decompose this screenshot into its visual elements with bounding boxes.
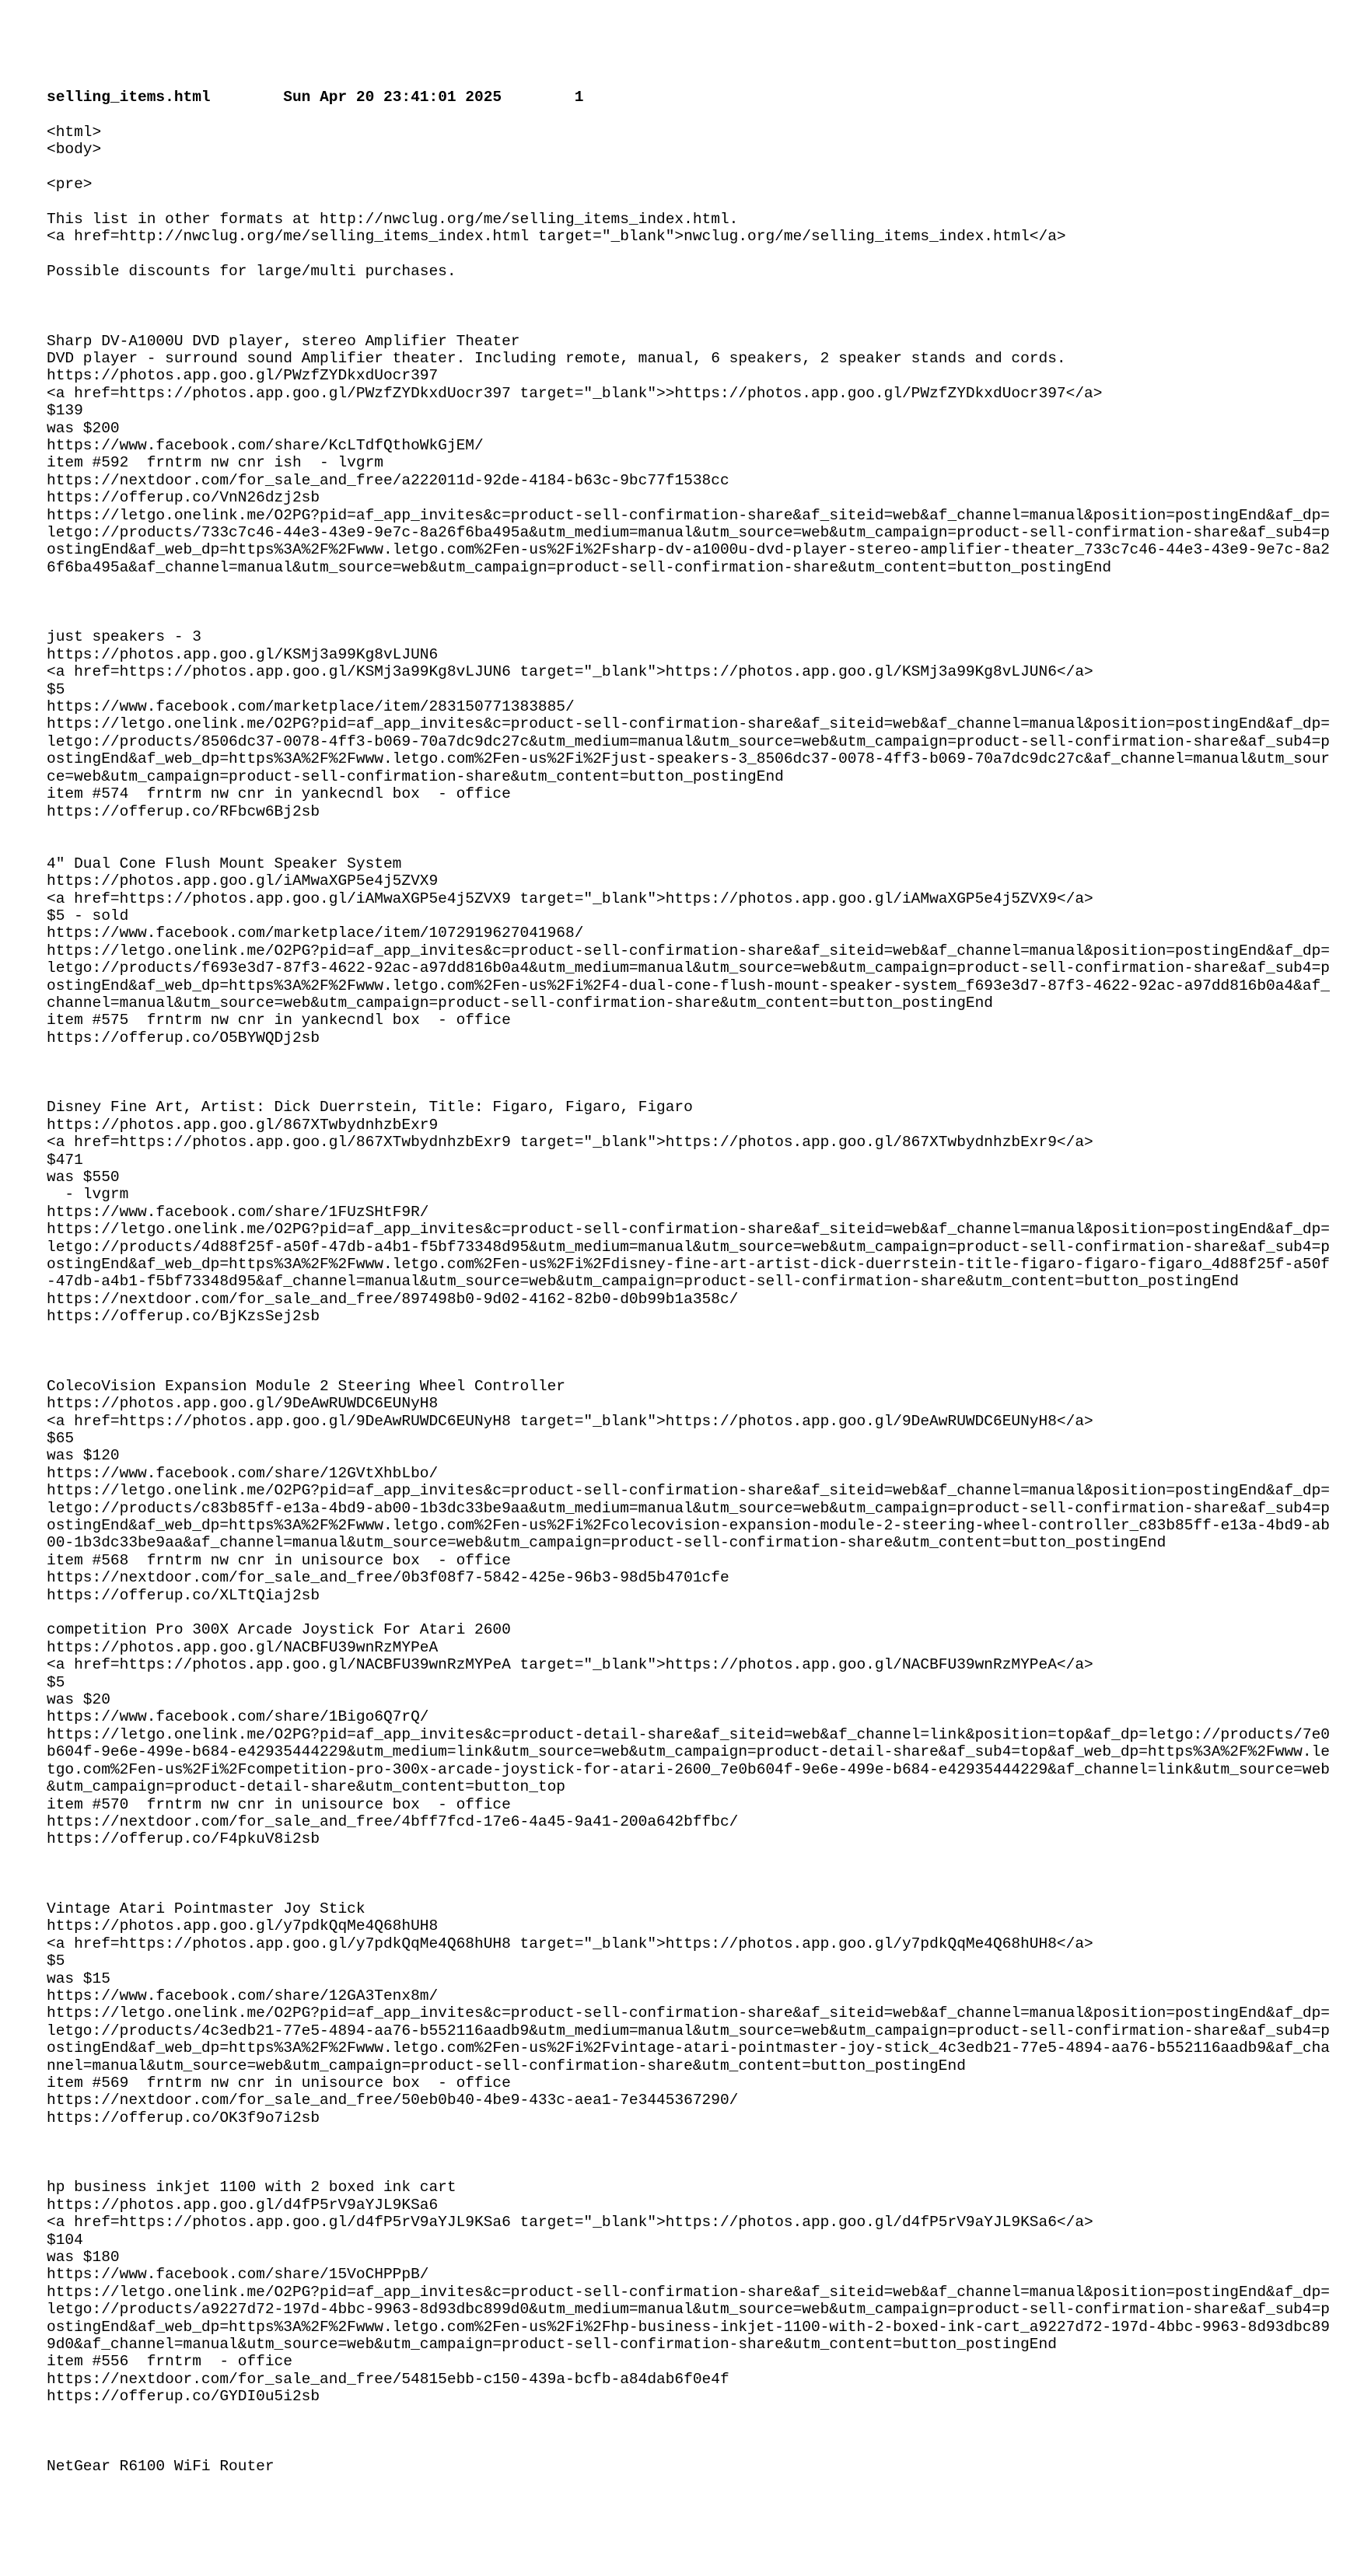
document-line xyxy=(47,1326,1330,1343)
document-line: ColecoVision Expansion Module 2 Steering Wheel Controller xyxy=(47,1377,566,1395)
document-body xyxy=(47,124,1330,2475)
document-line: https://nextdoor.com/for_sale_and_free/897498b0-9d02-4162-82b0-d0b99b1a358c/ xyxy=(47,1290,739,1308)
document-line: https://www.facebook.com/marketplace/item/1072919627041968/ xyxy=(47,924,584,942)
document-line: https://photos.app.goo.gl/y7pdkQqMe4Q68hUH8 xyxy=(47,1917,439,1935)
document-line: Sharp DV-A1000U DVD player, stereo Amplifier Theater xyxy=(47,332,520,350)
document-line: was $550 xyxy=(47,1168,120,1186)
document-line: $5 xyxy=(47,680,65,698)
document-line xyxy=(47,2406,1330,2423)
document-line: https://photos.app.goo.gl/d4fP5rV9aYJL9KSa6 xyxy=(47,2196,439,2214)
document-line: https://offerup.co/O5BYWQDj2sb xyxy=(47,1029,320,1047)
document-line xyxy=(47,1343,1330,1360)
document-line xyxy=(47,1883,1330,1900)
document-line xyxy=(47,576,1330,593)
document-line: https://www.facebook.com/share/1FUzSHtF9R/ xyxy=(47,1203,429,1221)
document-line xyxy=(47,246,1330,263)
document-line xyxy=(47,1360,1330,1377)
document-line: just speakers - 3 xyxy=(47,628,201,646)
document-line: was $120 xyxy=(47,1447,120,1465)
document-line: Possible discounts for large/multi purchases. xyxy=(47,263,456,280)
document-line: $104 xyxy=(47,2231,83,2249)
document-line: https://letgo.onelink.me/O2PG?pid=af_app_invites&c=product-sell-confirmation-share&af_siteid=web&af_channel=manual&position=postingEnd&af_dp=letgo://products/4c3edb21-77e5-4894-aa76-b552116aadb9&utm_medium=manual&utm_source=web&utm_campaign=product-sell-confirmation-share&af_sub4=postingEnd&af_web_dp=https%3A%2F%2Fwww.letgo.com%2Fen-us%2Fi%2Fvintage-atari-pointmaster-joy-stick_4c3edb21-77e5-4894-aa76-b552116aadb9&af_channel=manual&utm_source=web&utm_campaign=product-sell-confirmation-share&utm_content=button_postingEnd xyxy=(47,2005,1330,2074)
document-line: - lvgrm xyxy=(47,1186,129,1204)
print-header xyxy=(47,89,1330,106)
document-line xyxy=(47,298,1330,315)
document-line: https://nextdoor.com/for_sale_and_free/0b3f08f7-5842-425e-96b3-98d5b4701cfe xyxy=(47,1569,729,1587)
document-line xyxy=(47,611,1330,628)
document-line xyxy=(47,1064,1330,1082)
header-page-number: 1 xyxy=(574,89,584,106)
document-line xyxy=(47,2440,1330,2457)
document-line xyxy=(47,594,1330,611)
document-line: NetGear R6100 WiFi Router xyxy=(47,2457,275,2475)
document-line: https://offerup.co/F4pkuV8i2sb xyxy=(47,1830,320,1848)
document-line: item #568 frntrm nw cnr in unisource box - office xyxy=(47,1551,511,1569)
document-line xyxy=(47,1047,1330,1064)
document-line xyxy=(47,2144,1330,2162)
document-line: Vintage Atari Pointmaster Joy Stick xyxy=(47,1900,365,1917)
printed-page xyxy=(47,89,1330,2475)
header-date: Sun Apr 20 23:41:01 2025 xyxy=(283,89,502,106)
document-line: item #574 frntrm nw cnr in yankecndl box - office xyxy=(47,785,511,803)
document-line: <a href=https://photos.app.goo.gl/9DeAwRUWDC6EUNyH8 target="_blank">https://photos.app.goo.gl/9DeAwRUWDC6EUNyH8</a> xyxy=(47,1412,1093,1430)
document-line xyxy=(47,280,1330,297)
document-line: https://offerup.co/GYDI0u5i2sb xyxy=(47,2388,320,2406)
document-line: https://nextdoor.com/for_sale_and_free/54815ebb-c150-439a-bcfb-a84dab6f0e4f xyxy=(47,2370,729,2388)
document-line: $5 xyxy=(47,1673,65,1691)
document-line: DVD player - surround sound Amplifier theater. Including remote, manual, 6 speakers, 2 speaker stands and cords. xyxy=(47,349,1066,367)
document-line: https://nextdoor.com/for_sale_and_free/50eb0b40-4be9-433c-aea1-7e3445367290/ xyxy=(47,2092,739,2109)
document-line: item #569 frntrm nw cnr in unisource box - office xyxy=(47,2074,511,2092)
document-line: https://offerup.co/OK3f9o7i2sb xyxy=(47,2109,320,2127)
document-line: <body> xyxy=(47,141,102,159)
document-line: competition Pro 300X Arcade Joystick For Atari 2600 xyxy=(47,1621,511,1639)
document-line: was $20 xyxy=(47,1691,110,1709)
document-line xyxy=(47,193,1330,210)
document-line: https://nextdoor.com/for_sale_and_free/4bff7fcd-17e6-4a45-9a41-200a642bffbc/ xyxy=(47,1812,739,1830)
document-line: <a href=https://photos.app.goo.gl/PWzfZYDkxdUocr397 target="_blank">>https://photos.app.goo.gl/PWzfZYDkxdUocr397</a> xyxy=(47,384,1103,402)
document-line: was $15 xyxy=(47,1970,110,1987)
document-line: <a href=https://photos.app.goo.gl/867XTwbydnhzbExr9 target="_blank">https://photos.app.goo.gl/867XTwbydnhzbExr9</a> xyxy=(47,1134,1093,1152)
document-line: $65 xyxy=(47,1430,75,1447)
document-line xyxy=(47,1604,1330,1621)
document-line: https://www.facebook.com/share/15VoCHPPpB/ xyxy=(47,2266,429,2284)
document-line xyxy=(47,2162,1330,2179)
document-line: was $180 xyxy=(47,2248,120,2266)
document-line xyxy=(47,159,1330,176)
document-line xyxy=(47,1848,1330,1865)
document-line: $471 xyxy=(47,1151,83,1169)
document-line: <pre> xyxy=(47,176,93,193)
document-line: <a href=https://photos.app.goo.gl/d4fP5rV9aYJL9KSa6 target="_blank">https://photos.app.goo.gl/d4fP5rV9aYJL9KSa6</a> xyxy=(47,2214,1093,2232)
document-line: https://offerup.co/BjKzsSej2sb xyxy=(47,1308,320,1326)
document-line: https://www.facebook.com/share/1Bigo6Q7rQ/ xyxy=(47,1708,429,1726)
document-line: was $200 xyxy=(47,419,120,437)
document-line: https://photos.app.goo.gl/NACBFU39wnRzMYPeA xyxy=(47,1638,439,1656)
document-line: https://photos.app.goo.gl/867XTwbydnhzbExr9 xyxy=(47,1116,439,1134)
document-line: <a href=http://nwclug.org/me/selling_items_index.html target="_blank">nwclug.org/me/selling_items_index.html</a> xyxy=(47,228,1066,246)
document-line: <a href=https://photos.app.goo.gl/KSMj3a99Kg8vLJUN6 target="_blank">https://photos.app.goo.gl/KSMj3a99Kg8vLJUN6</a> xyxy=(47,663,1093,681)
document-line: Disney Fine Art, Artist: Dick Duerrstein, Title: Figaro, Figaro, Figaro xyxy=(47,1099,693,1117)
document-line: $5 - sold xyxy=(47,907,129,924)
document-line: https://offerup.co/VnN26dzj2sb xyxy=(47,489,320,507)
document-line: https://letgo.onelink.me/O2PG?pid=af_app_invites&c=product-sell-confirmation-share&af_siteid=web&af_channel=manual&position=postingEnd&af_dp=letgo://products/733c7c46-44e3-43e9-9e7c-8a26f6ba495a&utm_medium=manual&utm_source=web&utm_campaign=product-sell-confirmation-share&af_sub4=postingEnd&af_web_dp=https%3A%2F%2Fwww.letgo.com%2Fen-us%2Fi%2Fsharp-dv-a1000u-dvd-player-stereo-amplifier-theater_733c7c46-44e3-43e9-9e7c-8a26f6ba495a&af_channel=manual&utm_source=web&utm_campaign=product-sell-confirmation-share&utm_content=button_postingEnd xyxy=(47,506,1330,576)
document-line xyxy=(47,1082,1330,1099)
document-line: https://www.facebook.com/share/12GVtXhbLbo/ xyxy=(47,1464,439,1482)
document-line: https://letgo.onelink.me/O2PG?pid=af_app_invites&c=product-detail-share&af_siteid=web&af_channel=link&position=top&af_dp=letgo://products/7e0b604f-9e6e-499e-b684-e42935444229&utm_medium=link&utm_source=web&utm_campaign=product-detail-share&af_sub4=top&af_web_dp=https%3A%2F%2Fwww.letgo.com%2Fen-us%2Fi%2Fcompetition-pro-300x-arcade-joystick-for-atari-2600_7e0b604f-9e6e-499e-b684-e42935444229&af_channel=link&utm_source=web&utm_campaign=product-detail-share&utm_content=button_top xyxy=(47,1725,1330,1796)
document-line: https://offerup.co/XLTtQiaj2sb xyxy=(47,1586,320,1604)
document-line: https://nextdoor.com/for_sale_and_free/a222011d-92de-4184-b63c-9bc77f1538cc xyxy=(47,471,729,489)
document-line: https://www.facebook.com/share/KcLTdfQthoWkGjEM/ xyxy=(47,437,484,455)
document-line: https://photos.app.goo.gl/PWzfZYDkxdUocr397 xyxy=(47,367,439,385)
document-line xyxy=(47,2423,1330,2440)
document-line xyxy=(47,820,1330,837)
header-filename: selling_items.html xyxy=(47,89,211,106)
document-line: <a href=https://photos.app.goo.gl/iAMwaXGP5e4j5ZVX9 target="_blank">https://photos.app.goo.gl/iAMwaXGP5e4j5ZVX9</a> xyxy=(47,890,1093,907)
document-line: <a href=https://photos.app.goo.gl/NACBFU39wnRzMYPeA target="_blank">https://photos.app.goo.gl/NACBFU39wnRzMYPeA</a> xyxy=(47,1656,1093,1674)
document-line: item #592 frntrm nw cnr ish - lvgrm xyxy=(47,454,383,472)
document-line: item #575 frntrm nw cnr in yankecndl box - office xyxy=(47,1012,511,1029)
document-line: https://photos.app.goo.gl/9DeAwRUWDC6EUNyH8 xyxy=(47,1395,439,1413)
document-line xyxy=(47,837,1330,855)
document-line: hp business inkjet 1100 with 2 boxed ink cart xyxy=(47,2179,456,2197)
document-line: https://www.facebook.com/marketplace/item/283150771383885/ xyxy=(47,698,575,716)
document-line: https://letgo.onelink.me/O2PG?pid=af_app_invites&c=product-sell-confirmation-share&af_siteid=web&af_channel=manual&position=postingEnd&af_dp=letgo://products/a9227d72-197d-4bbc-9963-8d93dbc899d0&utm_medium=manual&utm_source=web&utm_campaign=product-sell-confirmation-share&af_sub4=postingEnd&af_web_dp=https%3A%2F%2Fwww.letgo.com%2Fen-us%2Fi%2Fhp-business-inkjet-1100-with-2-boxed-ink-cart_a9227d72-197d-4bbc-9963-8d93dbc899d0&af_channel=manual&utm_source=web&utm_campaign=product-sell-confirmation-share&utm_content=button_postingEnd xyxy=(47,2283,1330,2354)
document-line xyxy=(47,2127,1330,2144)
document-line: $5 xyxy=(47,1952,65,1970)
document-line: https://photos.app.goo.gl/KSMj3a99Kg8vLJUN6 xyxy=(47,645,439,663)
document-line: https://www.facebook.com/share/12GA3Tenx8m/ xyxy=(47,1987,439,2005)
document-line: This list in other formats at http://nwclug.org/me/selling_items_index.html. xyxy=(47,210,739,228)
document-line: https://photos.app.goo.gl/iAMwaXGP5e4j5ZVX9 xyxy=(47,872,439,890)
document-line: <a href=https://photos.app.goo.gl/y7pdkQqMe4Q68hUH8 target="_blank">https://photos.app.goo.gl/y7pdkQqMe4Q68hUH8</a> xyxy=(47,1935,1093,1952)
document-line: item #570 frntrm nw cnr in unisource box - office xyxy=(47,1795,511,1813)
document-line: https://letgo.onelink.me/O2PG?pid=af_app_invites&c=product-sell-confirmation-share&af_siteid=web&af_channel=manual&position=postingEnd&af_dp=letgo://products/4d88f25f-a50f-47db-a4b1-f5bf73348d95&utm_medium=manual&utm_source=web&utm_campaign=product-sell-confirmation-share&af_sub4=postingEnd&af_web_dp=https%3A%2F%2Fwww.letgo.com%2Fen-us%2Fi%2Fdisney-fine-art-artist-dick-duerrstein-title-figaro-figaro-figaro_4d88f25f-a50f-47db-a4b1-f5bf73348d95&af_channel=manual&utm_source=web&utm_campaign=product-sell-confirmation-share&utm_content=button_postingEnd xyxy=(47,1221,1330,1291)
document-line: 4" Dual Cone Flush Mount Speaker System xyxy=(47,855,402,872)
document-line: https://letgo.onelink.me/O2PG?pid=af_app_invites&c=product-sell-confirmation-share&af_siteid=web&af_channel=manual&position=postingEnd&af_dp=letgo://products/8506dc37-0078-4ff3-b069-70a7dc9dc27c&utm_medium=manual&utm_source=web&utm_campaign=product-sell-confirmation-share&af_sub4=postingEnd&af_web_dp=https%3A%2F%2Fwww.letgo.com%2Fen-us%2Fi%2Fjust-speakers-3_8506dc37-0078-4ff3-b069-70a7dc9dc27c&af_channel=manual&utm_source=web&utm_campaign=product-sell-confirmation-share&utm_content=button_postingEnd xyxy=(47,715,1330,785)
document-line xyxy=(47,1865,1330,1882)
document-line: https://letgo.onelink.me/O2PG?pid=af_app_invites&c=product-sell-confirmation-share&af_siteid=web&af_channel=manual&position=postingEnd&af_dp=letgo://products/c83b85ff-e13a-4bd9-ab00-1b3dc33be9aa&utm_medium=manual&utm_source=web&utm_campaign=product-sell-confirmation-share&af_sub4=postingEnd&af_web_dp=https%3A%2F%2Fwww.letgo.com%2Fen-us%2Fi%2Fcolecovision-expansion-module-2-steering-wheel-controller_c83b85ff-e13a-4bd9-ab00-1b3dc33be9aa&af_channel=manual&utm_source=web&utm_campaign=product-sell-confirmation-share&utm_content=button_postingEnd xyxy=(47,1482,1330,1552)
document-line: https://letgo.onelink.me/O2PG?pid=af_app_invites&c=product-sell-confirmation-share&af_siteid=web&af_channel=manual&position=postingEnd&af_dp=letgo://products/f693e3d7-87f3-4622-92ac-a97dd816b0a4&utm_medium=manual&utm_source=web&utm_campaign=product-sell-confirmation-share&af_sub4=postingEnd&af_web_dp=https%3A%2F%2Fwww.letgo.com%2Fen-us%2Fi%2F4-dual-cone-flush-mount-speaker-system_f693e3d7-87f3-4622-92ac-a97dd816b0a4&af_channel=manual&utm_source=web&utm_campaign=product-sell-confirmation-share&utm_content=button_postingEnd xyxy=(47,942,1330,1012)
document-line: <html> xyxy=(47,123,102,141)
document-line: item #556 frntrm - office xyxy=(47,2353,292,2371)
document-line: https://offerup.co/RFbcw6Bj2sb xyxy=(47,802,320,820)
document-line: $139 xyxy=(47,402,83,420)
document-line xyxy=(47,315,1330,332)
